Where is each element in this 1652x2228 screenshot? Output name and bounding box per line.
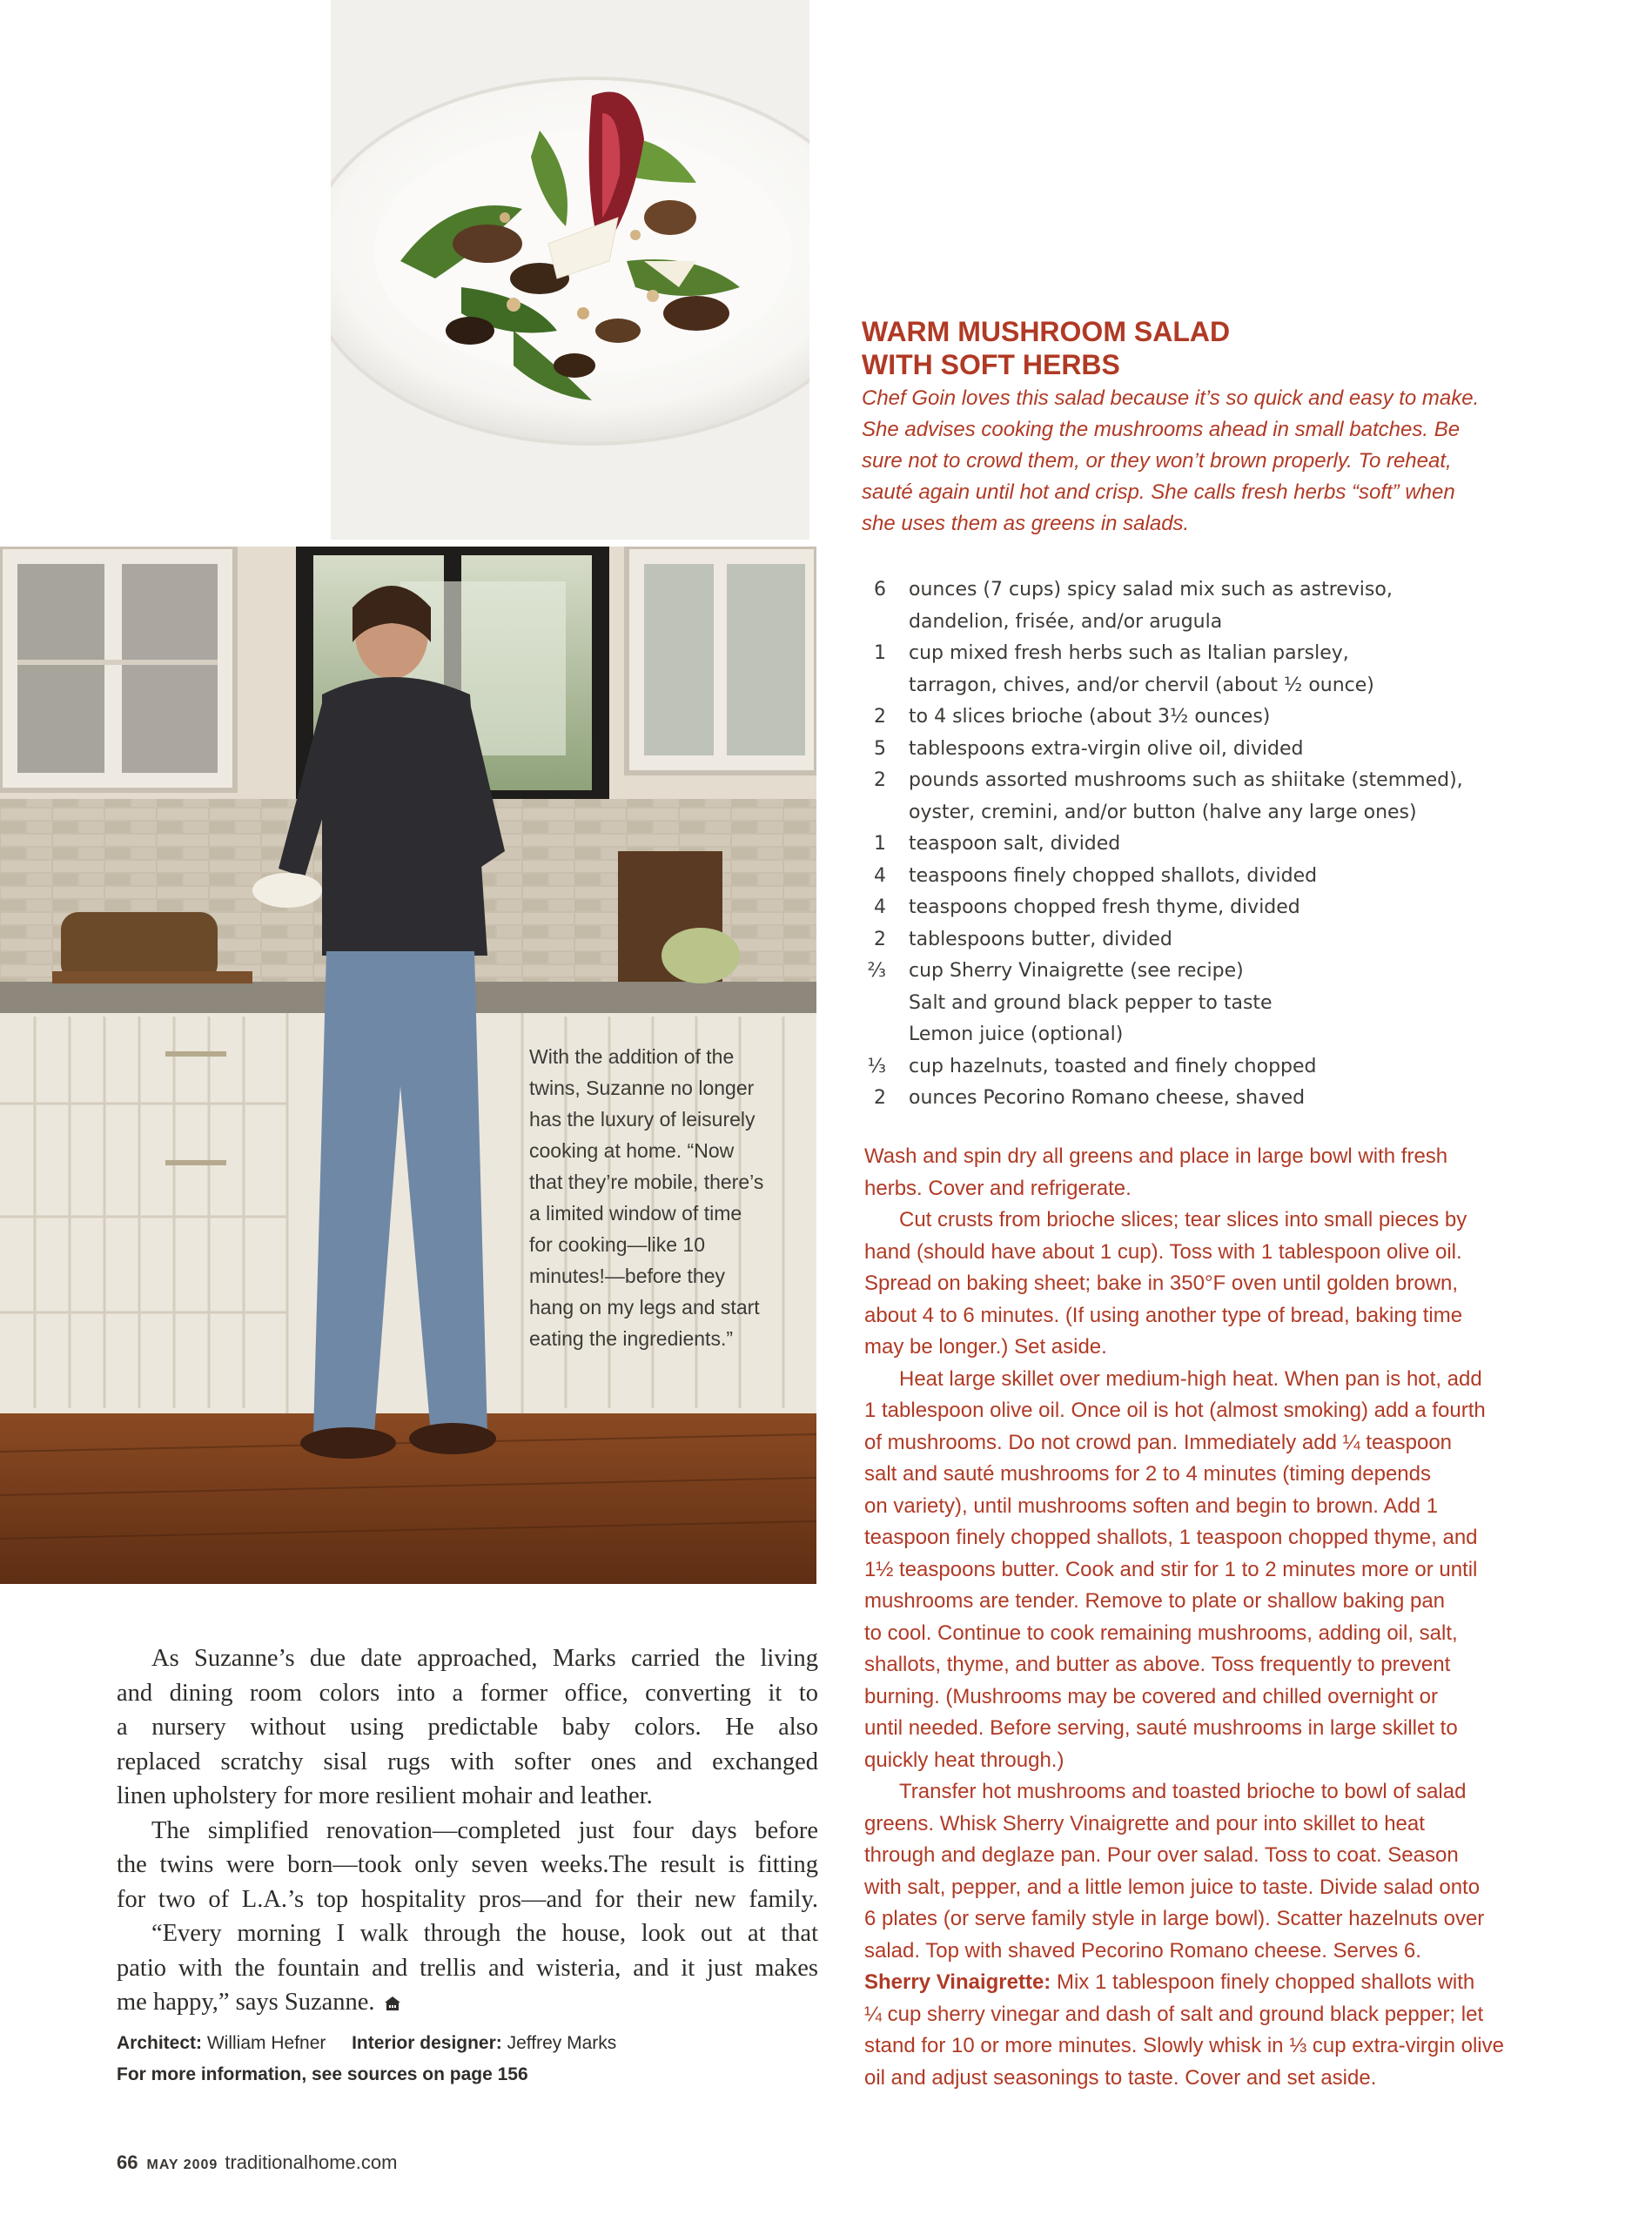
body-line-text: “Every morning I walk through the house, look out at that <box>151 1920 818 1947</box>
architect-name: William Hefner <box>202 2033 326 2053</box>
recipe-title <box>862 315 1575 381</box>
ingredient-row <box>862 701 1584 734</box>
ingredient-list <box>862 574 1584 1115</box>
body-line <box>117 1985 818 2020</box>
ingredient-row <box>862 924 1584 956</box>
ingredient-row <box>862 892 1584 924</box>
credits <box>117 2028 818 2090</box>
issue-date: MAY 2009 <box>146 2158 218 2172</box>
ingredient-quantity: 4 <box>874 896 886 918</box>
method-line: Wash and spin dry all greens and place in large bowl with fresh <box>864 1144 1448 1168</box>
photo-caption <box>529 1041 790 1354</box>
method-line: Transfer hot mushrooms and toasted brioche to bowl of salad <box>899 1780 1467 1803</box>
ingredient-text: to 4 slices brioche (about 3½ ounces) <box>909 706 1271 728</box>
ingredient-quantity: 1 <box>874 642 886 664</box>
method-line: of mushrooms. Do not crowd pan. Immediately add ¼ teaspoon <box>864 1430 1453 1454</box>
body-line-text: replaced scratchy sisal rugs with softer ones and exchanged <box>117 1748 818 1775</box>
ingredient-text: Lemon juice (optional) <box>909 1023 1124 1045</box>
ingredient-row <box>862 638 1584 670</box>
caption-line: that they’re mobile, there’s <box>529 1171 764 1193</box>
ingredient-row <box>862 861 1584 893</box>
ingredient-quantity: 2 <box>874 706 886 728</box>
ingredient-row <box>862 734 1584 766</box>
ingredient-text: pounds assorted mushrooms such as shiitake (stemmed), <box>909 769 1463 791</box>
salad-illustration <box>331 0 809 540</box>
intro-line: Chef Goin loves this salad because it’s so quick and easy to make. <box>862 386 1480 410</box>
method-line: on variety), until mushrooms soften and begin to brown. Add 1 <box>864 1493 1439 1518</box>
caption-line: minutes!—before they <box>529 1265 726 1287</box>
method-line: shallots, thyme, and butter as above. Toss frequently to prevent <box>864 1653 1451 1676</box>
article-body <box>117 1641 818 2020</box>
method-line: salt and sauté mushrooms for 2 to 4 minutes (timing depends <box>864 1462 1431 1486</box>
ingredient-row <box>862 1083 1584 1115</box>
body-line <box>117 1848 818 1882</box>
body-line-text: patio with the fountain and trellis and wisteria, and it just makes <box>117 1954 818 1982</box>
ingredient-text: Salt and ground black pepper to taste <box>909 991 1273 1014</box>
caption-line: has the luxury of leisurely <box>529 1108 755 1131</box>
ingredient-quantity: 2 <box>874 769 886 791</box>
recipe-title-line: WITH SOFT HERBS <box>862 349 1120 380</box>
caption-line: hang on my legs and start <box>529 1296 760 1319</box>
method-line: Cut crusts from brioche slices; tear slices into small pieces by <box>899 1208 1467 1231</box>
designer-name: Jeffrey Marks <box>501 2033 617 2053</box>
method-line: greens. Whisk Sherry Vinaigrette and pour into skillet to heat <box>864 1811 1425 1835</box>
body-line-text: The simplified renovation—completed just four days before <box>151 1816 818 1844</box>
intro-line: sauté again until hot and crisp. She calls fresh herbs “soft” when <box>862 480 1455 504</box>
body-line-text: and dining room colors into a former office, converting it to <box>117 1679 818 1707</box>
ingredient-text: teaspoon salt, divided <box>909 833 1121 855</box>
vinaigrette-line: stand for 10 or more minutes. Slowly whisk in ⅓ cup extra-virgin olive <box>864 2034 1504 2057</box>
body-line-text: the twins were born—took only seven weeks.The result is fitting <box>117 1851 818 1878</box>
body-line <box>117 1745 818 1780</box>
method-line: 6 plates (or serve family style in large bowl). Scatter hazelnuts over <box>864 1907 1485 1930</box>
ingredient-text: cup Sherry Vinaigrette (see recipe) <box>909 960 1244 982</box>
ingredient-text: oyster, cremini, and/or button (halve any large ones) <box>909 801 1417 823</box>
intro-line: sure not to crowd them, or they won’t brown properly. To reheat, <box>862 449 1452 473</box>
house-end-mark-icon <box>384 1996 401 2011</box>
ingredient-text: teaspoons chopped fresh thyme, divided <box>909 896 1300 918</box>
method-line: quickly heat through.) <box>864 1748 1064 1772</box>
ingredient-text: ounces Pecorino Romano cheese, shaved <box>909 1087 1306 1109</box>
ingredient-text: tablespoons extra-virgin olive oil, divided <box>909 737 1304 760</box>
method-line: herbs. Cover and refrigerate. <box>864 1176 1132 1200</box>
method-line: may be longer.) Set aside. <box>864 1335 1107 1359</box>
salad-photo <box>331 0 809 540</box>
method-line: 1½ teaspoons butter. Cook and stir for 1 to 2 minutes more or until <box>864 1557 1478 1581</box>
caption-line: a limited window of time <box>529 1202 742 1225</box>
body-line <box>117 1779 818 1814</box>
method-line: salad. Top with shaved Pecorino Romano cheese. Serves 6. <box>864 1938 1421 1963</box>
ingredient-quantity: 5 <box>874 737 886 760</box>
ingredient-text: tablespoons butter, divided <box>909 928 1172 950</box>
method-line: Spread on baking sheet; bake in 350°F oven until golden brown, <box>864 1272 1459 1295</box>
vinaigrette-label: Sherry Vinaigrette: <box>864 1970 1051 1994</box>
method-line: with salt, pepper, and a little lemon juice to taste. Divide salad onto <box>864 1875 1481 1899</box>
method-line: to cool. Continue to cook remaining mushrooms, adding oil, salt, <box>864 1621 1458 1645</box>
ingredient-text: cup hazelnuts, toasted and finely chopped <box>909 1055 1317 1077</box>
method-line: until needed. Before serving, sauté mushrooms in large skillet to <box>864 1716 1458 1740</box>
designer-label: Interior designer: <box>352 2033 502 2053</box>
body-line-text: a nursery without using predictable baby colors. He also <box>117 1714 818 1741</box>
ingredient-row <box>862 829 1584 861</box>
ingredient-text: ounces (7 cups) spicy salad mix such as astreviso, <box>909 579 1393 601</box>
body-line <box>117 1676 818 1711</box>
method-line: Heat large skillet over medium-high heat. When pan is hot, add <box>899 1366 1482 1391</box>
ingredient-text: dandelion, frisée, and/or arugula <box>909 610 1223 633</box>
caption-line: With the addition of the <box>529 1045 735 1068</box>
recipe-method <box>864 1141 1569 2094</box>
ingredient-text: tarragon, chives, and/or chervil (about ½ ounce) <box>909 674 1374 696</box>
ingredient-row <box>862 956 1584 988</box>
page-footer <box>117 2151 397 2174</box>
intro-line: she uses them as greens in salads. <box>862 512 1190 535</box>
method-line: burning. (Mushrooms may be covered and chilled overnight or <box>864 1684 1439 1708</box>
ingredient-row <box>862 1019 1584 1051</box>
body-line <box>117 1641 818 1676</box>
method-line: hand (should have about 1 cup). Toss with 1 tablespoon olive oil. <box>864 1239 1462 1264</box>
caption-line: for cooking—like 10 <box>529 1233 705 1256</box>
method-line: mushrooms are tender. Remove to plate or shallow baking pan <box>864 1589 1446 1613</box>
method-line: 1 tablespoon olive oil. Once oil is hot (almost smoking) add a fourth <box>864 1399 1486 1422</box>
body-line-text: linen upholstery for more resilient mohair and leather. <box>117 1782 653 1809</box>
ingredient-quantity: 6 <box>874 579 886 601</box>
method-line: teaspoon finely chopped shallots, 1 teaspoon chopped thyme, and <box>864 1526 1478 1549</box>
kitchen-photo <box>0 547 816 1584</box>
ingredient-row <box>862 765 1584 797</box>
ingredient-quantity: 1 <box>874 833 886 855</box>
ingredient-row <box>862 670 1584 702</box>
credits-line <box>117 2028 818 2059</box>
vinaigrette-line: ¼ cup sherry vinegar and dash of salt and ground black pepper; let <box>864 2002 1484 2026</box>
vinaigrette-heading-line <box>864 1967 1569 1999</box>
ingredient-row <box>862 574 1584 607</box>
method-line: through and deglaze pan. Pour over salad. Toss to coat. Season <box>864 1843 1459 1867</box>
ingredient-text: cup mixed fresh herbs such as Italian parsley, <box>909 642 1349 664</box>
body-line <box>117 1882 818 1917</box>
ingredient-row <box>862 797 1584 829</box>
ingredient-quantity: ⅔ <box>867 960 886 982</box>
body-line <box>117 1951 818 1986</box>
ingredient-quantity: ⅓ <box>867 1055 886 1077</box>
body-line <box>117 1916 818 1951</box>
vinaigrette-line: oil and adjust seasonings to taste. Cover and set aside. <box>864 2065 1377 2090</box>
architect-label: Architect: <box>117 2033 203 2053</box>
caption-line: twins, Suzanne no longer <box>529 1077 755 1099</box>
ingredient-row <box>862 607 1584 639</box>
body-line <box>117 1710 818 1745</box>
body-line-text: for two of L.A.’s top hospitality pros—and for their new family. <box>117 1885 818 1913</box>
ingredient-text: teaspoons finely chopped shallots, divided <box>909 864 1318 887</box>
intro-line: She advises cooking the mushrooms ahead in small batches. Be <box>862 418 1461 441</box>
body-line <box>117 1814 818 1849</box>
vinaigrette-text: Mix 1 tablespoon finely chopped shallots with <box>1051 1970 1475 1994</box>
method-line: about 4 to 6 minutes. (If using another type of bread, baking time <box>864 1303 1463 1327</box>
body-line-text: me happy,” says Suzanne. <box>117 1989 375 2016</box>
caption-line: eating the ingredients.” <box>529 1327 733 1350</box>
recipe-title-line: WARM MUSHROOM SALAD <box>862 316 1231 347</box>
ingredient-row <box>862 1051 1584 1084</box>
ingredient-quantity: 4 <box>874 864 886 887</box>
more-info: For more information, see sources on page 156 <box>117 2064 528 2084</box>
page-number: 66 <box>117 2151 138 2173</box>
caption-line: cooking at home. “Now <box>529 1139 735 1162</box>
website-link[interactable]: traditionalhome.com <box>225 2151 398 2173</box>
recipe-intro <box>862 383 1575 540</box>
ingredient-row <box>862 988 1584 1020</box>
ingredient-quantity: 2 <box>874 928 886 950</box>
body-line-text: As Suzanne’s due date approached, Marks carried the living <box>151 1645 818 1672</box>
ingredient-quantity: 2 <box>874 1087 886 1109</box>
